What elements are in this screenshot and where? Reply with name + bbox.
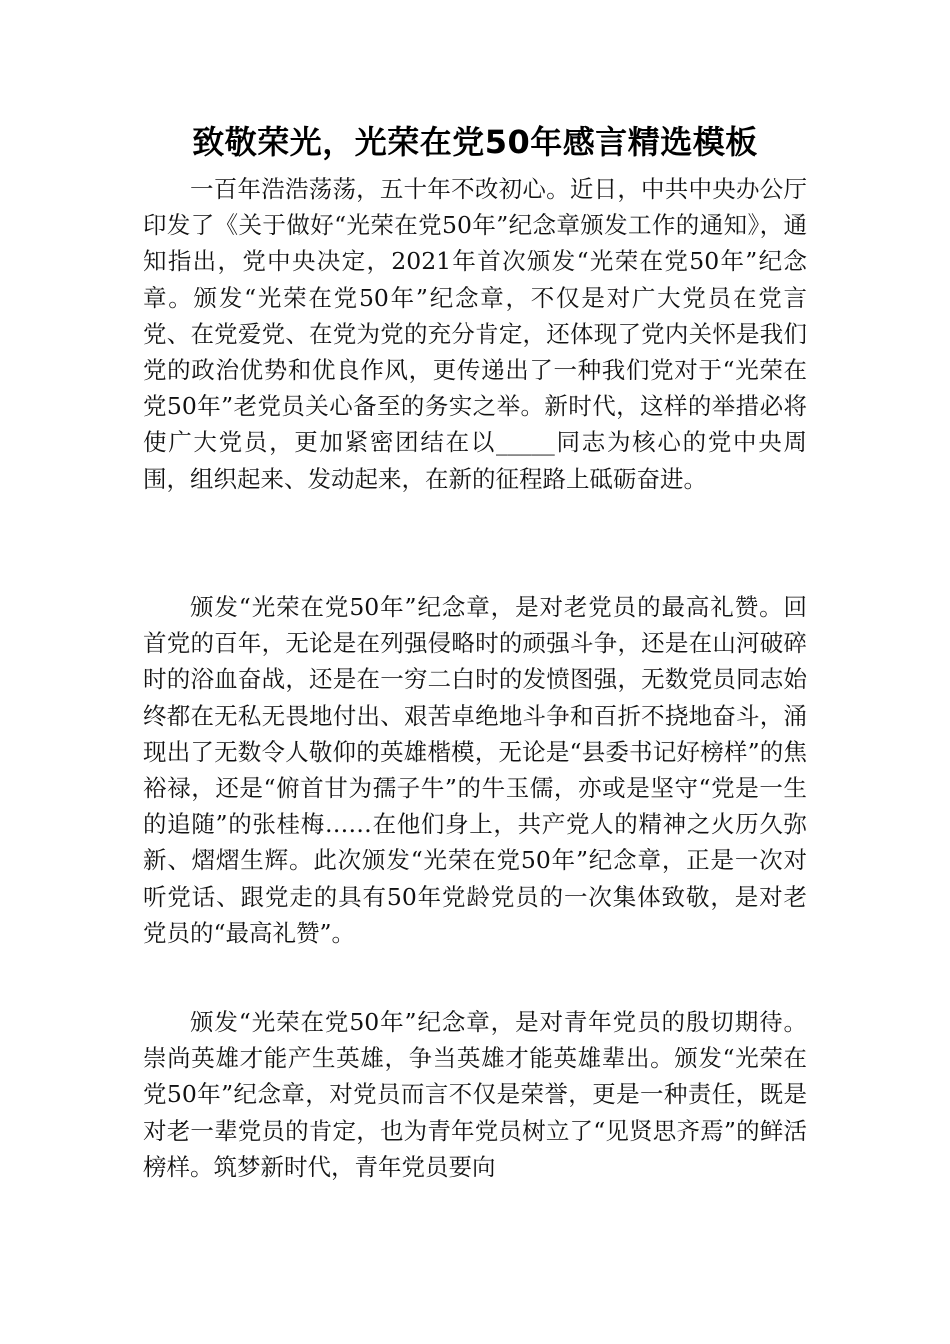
paragraph-1: 一百年浩浩荡荡，五十年不改初心。近日，中共中央办公厅印发了《关于做好“光荣在党50年”纪念章颁发工作的通知》，通知指出，党中央决定，2021年首次颁发“光荣在党50年”纪念章。颁发“光荣在党50年”纪念章，不仅是对广大党员在党言党、在党爱党、在党为党的充分肯定，还体现了党内关怀是我们党的政治优势和优良作风，更传递出了一种我们党对于“光荣在党50年”老党员关心备至的务实之举。新时代，这样的举措必将使广大党员，更加紧密团结在以_____同志为核心的党中央周围，组织起来、发动起来，在新的征程路上砥砺奋进。 (143, 175, 807, 493)
paragraph-3: 颁发“光荣在党50年”纪念章，是对青年党员的殷切期待。崇尚英雄才能产生英雄，争当英雄才能英雄辈出。颁发“光荣在党50年”纪念章，对党员而言不仅是荣誉，更是一种责任，既是对老一辈党员的肯定，也为青年党员树立了“见贤思齐焉”的鲜活榜样。筑梦新时代，青年党员要向 (143, 1008, 807, 1181)
paragraph-2: 颁发“光荣在党50年”纪念章，是对老党员的最高礼赞。回首党的百年，无论是在列强侵略时的顽强斗争，还是在山河破碎时的浴血奋战，还是在一穷二白时的发愤图强，无数党员同志始终都在无私无畏地付出、艰苦卓绝地斗争和百折不挠地奋斗，涌现出了无数令人敬仰的英雄楷模，无论是“县委书记好榜样”的焦裕禄，还是“俯首甘为孺子牛”的牛玉儒，亦或是坚守“党是一生的追随”的张桂梅……在他们身上，共产党人的精神之火历久弥新、熠熠生辉。此次颁发“光荣在党50年”纪念章，正是一次对听党话、跟党走的具有50年党龄党员的一次集体致敬，是对老党员的“最高礼赞”。 (143, 593, 807, 947)
document-title: 致敬荣光，光荣在党50年感言精选模板 (192, 123, 758, 161)
